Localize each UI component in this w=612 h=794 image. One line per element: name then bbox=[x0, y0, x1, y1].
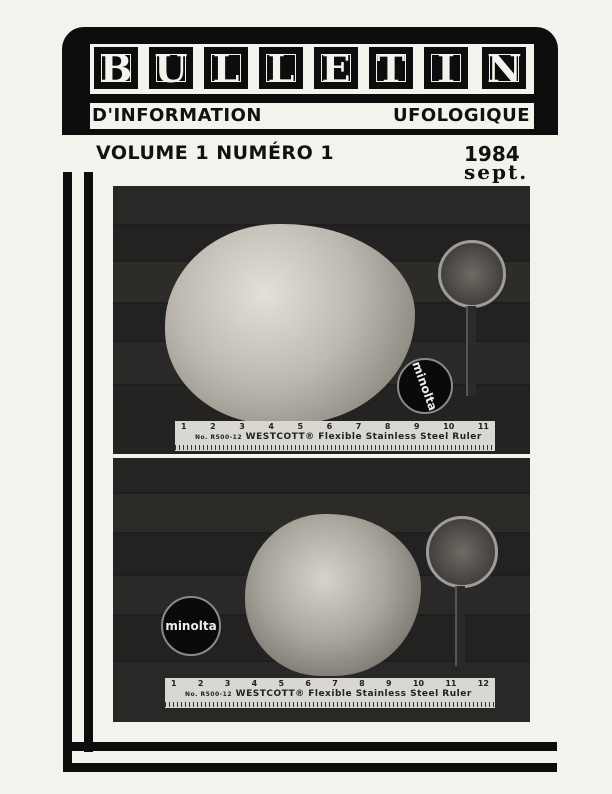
issue-year: 1984 bbox=[464, 142, 520, 166]
lens-cap: minolta bbox=[161, 596, 221, 656]
subtitle-right: UFOLOGIQUE bbox=[392, 105, 530, 126]
subtitle-left: D'INFORMATION bbox=[92, 105, 262, 126]
subtitle-band bbox=[90, 103, 534, 129]
lens-cap: minolta bbox=[397, 358, 453, 414]
steel-ruler: 1 2 3 4 5 6 7 8 9 10 11 12 No. R500-12 WESTCOTT® Flexible Stainless Steel Ruler bbox=[165, 678, 495, 708]
side-rule-inner bbox=[84, 172, 93, 752]
bottom-rule-outer bbox=[63, 763, 557, 772]
magnifier-handle bbox=[455, 586, 465, 666]
magnifier-lens bbox=[426, 516, 498, 588]
magnifier-lens bbox=[438, 240, 506, 308]
steel-ruler: 1 2 3 4 5 6 7 8 9 10 11 No. R500-12 WESTCOTT® Flexible Stainless Steel Ruler bbox=[175, 421, 495, 451]
magnifier-handle bbox=[466, 306, 476, 396]
rock-photo-top bbox=[113, 186, 530, 454]
side-rule-outer bbox=[63, 172, 72, 772]
title-letter: U bbox=[149, 47, 193, 89]
rock-photo-bottom bbox=[113, 458, 530, 722]
title-letter: B bbox=[94, 47, 138, 89]
bottom-rule-inner bbox=[63, 742, 557, 751]
title-letter: E bbox=[314, 47, 358, 89]
title-letter: L bbox=[259, 47, 303, 89]
title-letter: T bbox=[369, 47, 413, 89]
volume-number: VOLUME 1 NUMÉRO 1 bbox=[96, 142, 335, 164]
title-letter: I bbox=[424, 47, 468, 89]
title-band bbox=[90, 44, 534, 94]
issue-month: sept. bbox=[464, 160, 529, 184]
title-letter: L bbox=[204, 47, 248, 89]
title-letter: N bbox=[482, 47, 526, 89]
